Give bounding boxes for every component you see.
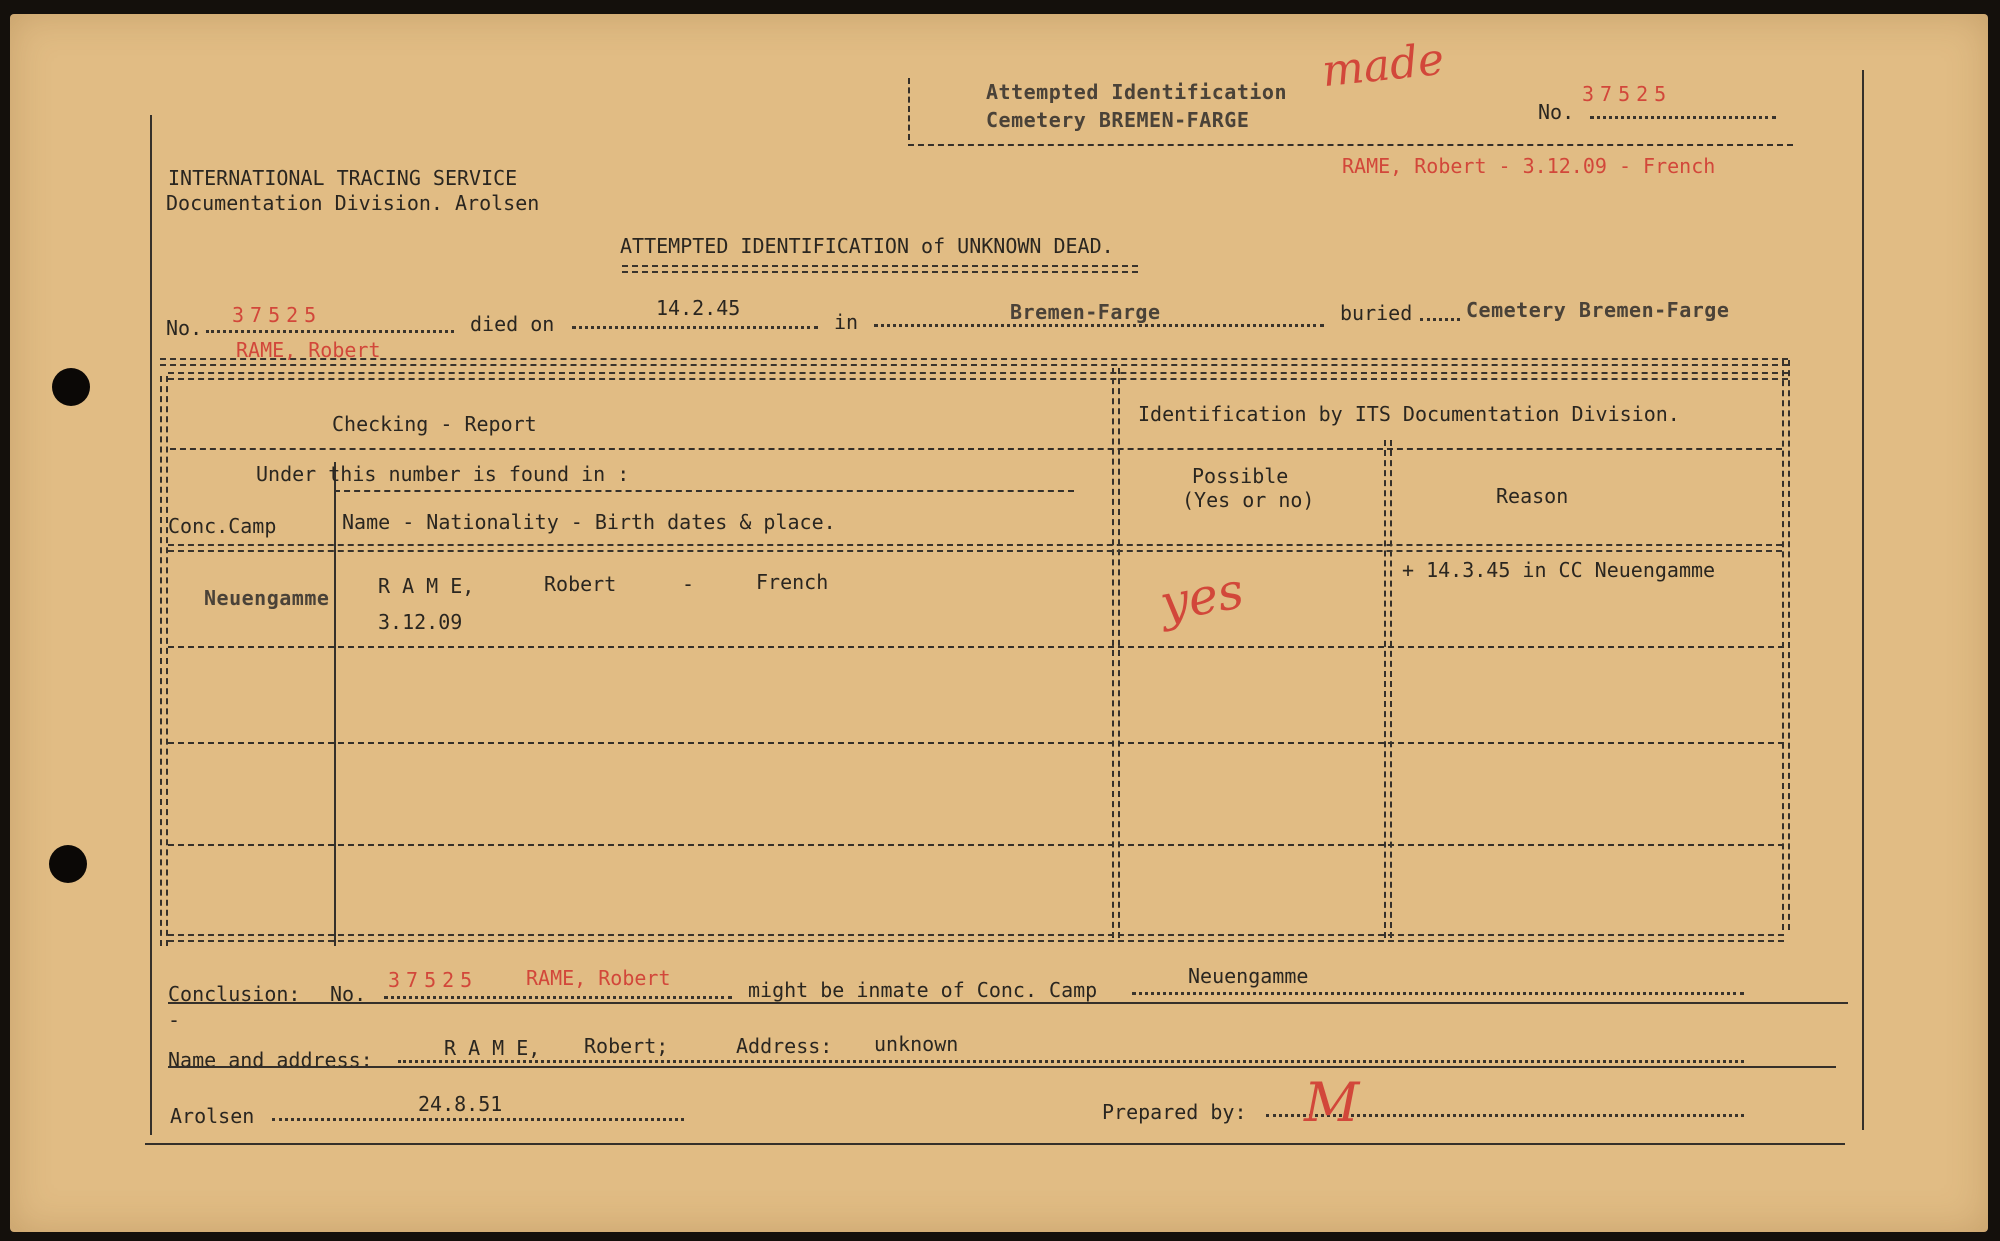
name-address-rule bbox=[168, 1066, 1836, 1068]
row-reason: + 14.3.45 in CC Neuengamme bbox=[1402, 558, 1716, 582]
row-camp: Neuengamme bbox=[204, 586, 330, 610]
org-line-1: INTERNATIONAL TRACING SERVICE bbox=[168, 166, 518, 190]
form-title: ATTEMPTED IDENTIFICATION of UNKNOWN DEAD. bbox=[620, 234, 1114, 258]
checking-report-header: Checking - Report bbox=[332, 412, 537, 436]
entry-no-label: No. bbox=[166, 316, 203, 340]
conclusion-camp-dots bbox=[1132, 992, 1744, 995]
address-value: unknown bbox=[874, 1032, 959, 1056]
table-mid-border bbox=[1112, 368, 1120, 938]
died-label: died on bbox=[470, 312, 555, 336]
stamp-line-2: Cemetery BREMEN-FARGE bbox=[986, 108, 1250, 132]
org-line-2: Documentation Division. Arolsen bbox=[166, 191, 540, 215]
footer-date: 24.8.51 bbox=[418, 1092, 503, 1116]
stamp-number-dots bbox=[1590, 116, 1776, 119]
conclusion-number: 37525 bbox=[388, 968, 479, 992]
stamp-line-1: Attempted Identification bbox=[986, 80, 1287, 104]
identification-header: Identification by ITS Documentation Division. bbox=[1138, 402, 1680, 426]
title-underline bbox=[622, 265, 1138, 273]
possible-header-2: (Yes or no) bbox=[1182, 488, 1315, 512]
entry-number: 37525 bbox=[232, 303, 323, 327]
address-label: Address: bbox=[736, 1034, 833, 1058]
punch-hole-top bbox=[52, 368, 90, 406]
table-bottom-line bbox=[168, 934, 1784, 942]
entry-name: RAME, Robert bbox=[236, 338, 381, 362]
header-divider bbox=[170, 448, 1782, 450]
conclusion-text: might be inmate of Conc. Camp bbox=[748, 978, 1098, 1002]
name-address-dots bbox=[398, 1060, 1744, 1063]
prepared-by-label: Prepared by: bbox=[1102, 1100, 1247, 1124]
conclusion-no-label: No. bbox=[330, 982, 367, 1006]
top-right-name: RAME, Robert - 3.12.09 - French bbox=[1342, 154, 1716, 178]
in-label: in bbox=[834, 310, 859, 334]
handwritten-made: made bbox=[1319, 33, 1447, 98]
camp-column-line bbox=[334, 462, 336, 946]
row-birth: 3.12.09 bbox=[378, 610, 463, 634]
conclusion-rule bbox=[168, 1002, 1848, 1004]
footer-place: Arolsen bbox=[170, 1104, 255, 1128]
name-address-label: Name and address: bbox=[168, 1048, 373, 1072]
died-dots bbox=[572, 326, 818, 329]
row-first-name: Robert bbox=[544, 572, 617, 596]
table-left-border bbox=[160, 376, 168, 946]
prepared-by-initial: M bbox=[1304, 1071, 1360, 1134]
frame-right bbox=[1862, 70, 1864, 1130]
conclusion-name: RAME, Robert bbox=[526, 966, 671, 990]
row-2-line bbox=[168, 742, 1784, 744]
death-place: Bremen-Farge bbox=[1010, 300, 1161, 324]
footer-date-dots bbox=[272, 1118, 684, 1121]
under-number-label: Under this number is found in : bbox=[256, 462, 630, 486]
conclusion-no-dots bbox=[384, 996, 732, 999]
name-nationality-header: Name - Nationality - Birth dates & place. bbox=[342, 510, 836, 534]
buried-dots bbox=[1420, 318, 1460, 321]
conclusion-label: Conclusion: bbox=[168, 982, 301, 1006]
dash-mark: - bbox=[168, 1008, 181, 1032]
row-1-line bbox=[168, 646, 1784, 648]
row-possible-yes: yes bbox=[1155, 561, 1248, 633]
frame-left bbox=[150, 115, 152, 1135]
place-dots bbox=[874, 324, 1324, 327]
died-date: 14.2.45 bbox=[656, 296, 741, 320]
frame-bottom bbox=[145, 1143, 1845, 1145]
buried-place: Cemetery Bremen-Farge bbox=[1466, 298, 1730, 322]
under-number-line bbox=[334, 490, 1074, 492]
buried-label: buried bbox=[1340, 301, 1413, 325]
table-reason-border bbox=[1384, 440, 1392, 938]
punch-hole-bottom bbox=[49, 845, 87, 883]
name-address-surname: R A M E, bbox=[444, 1036, 541, 1060]
row-3-line bbox=[168, 844, 1784, 846]
entry-no-dots bbox=[206, 330, 454, 333]
table-top-line bbox=[160, 358, 1788, 366]
stamp-number-label: No. bbox=[1538, 100, 1575, 124]
stamp-box-left bbox=[908, 78, 910, 140]
stamp-number: 37525 bbox=[1582, 82, 1673, 106]
conc-camp-header: Conc.Camp bbox=[168, 514, 277, 538]
row-dash: - bbox=[682, 572, 695, 596]
name-address-first-name: Robert; bbox=[584, 1034, 669, 1058]
possible-header-1: Possible bbox=[1192, 464, 1289, 488]
stamp-box-bottom bbox=[908, 144, 1793, 146]
reason-header: Reason bbox=[1496, 484, 1569, 508]
table-top-line-2 bbox=[168, 372, 1788, 380]
row-surname: R A M E, bbox=[378, 574, 475, 598]
row-nationality: French bbox=[756, 570, 829, 594]
conclusion-camp: Neuengamme bbox=[1188, 964, 1309, 988]
column-header-line bbox=[168, 544, 1782, 552]
